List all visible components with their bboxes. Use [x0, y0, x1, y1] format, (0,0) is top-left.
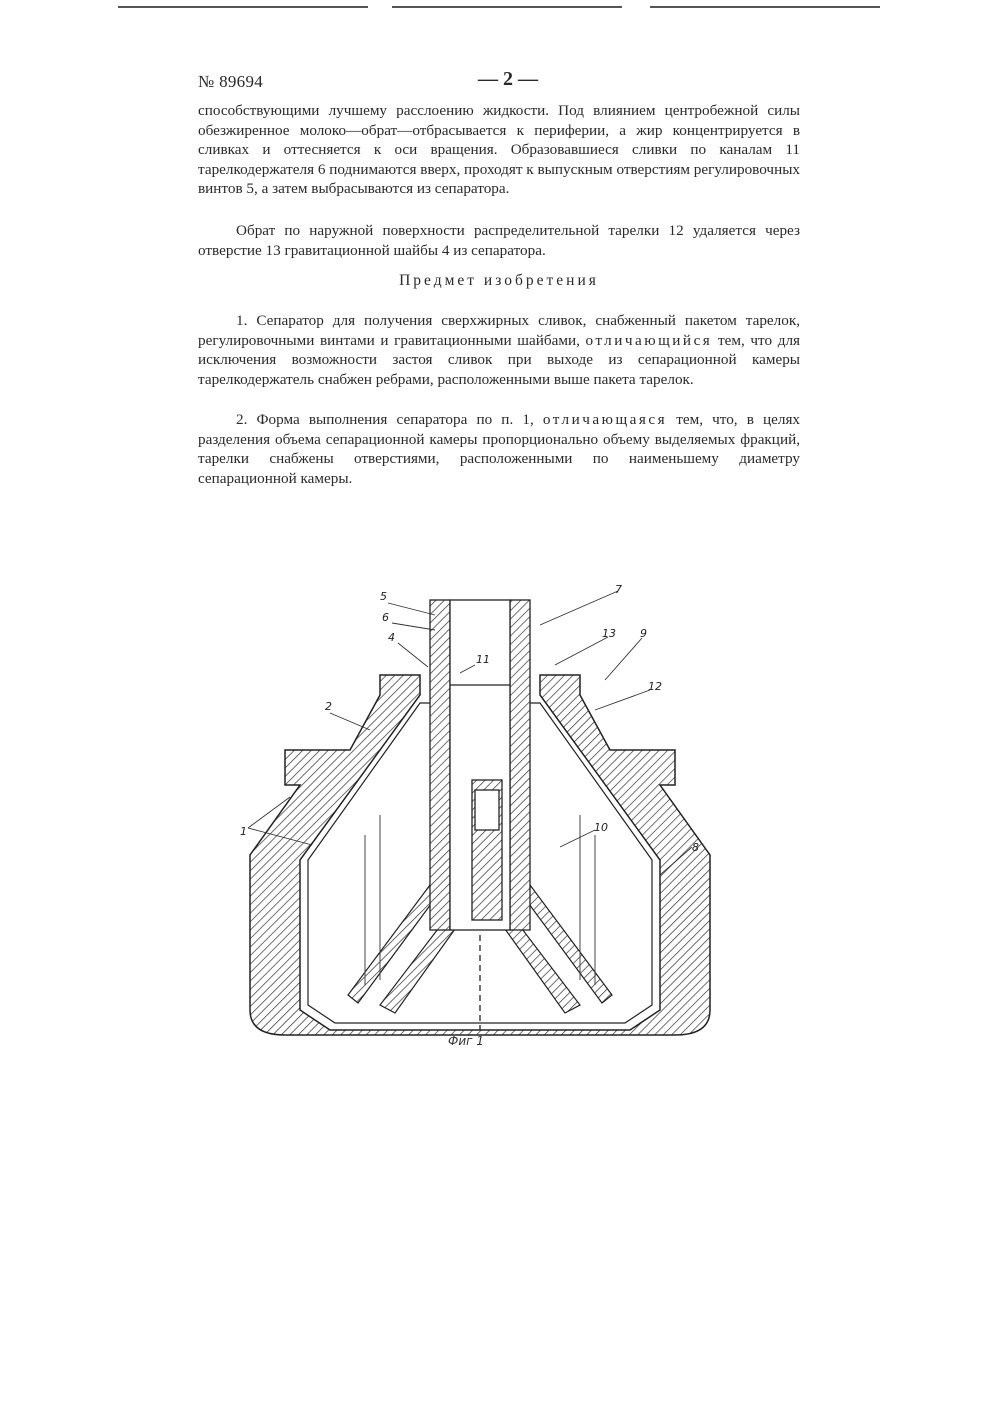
claim-1-keyword: отличающийся: [585, 331, 713, 349]
label-4: 4: [388, 631, 395, 644]
top-rule-mid: [392, 6, 622, 8]
label-5: 5: [380, 590, 387, 603]
paragraph-continuation: способствующими лучшему расслоению жидкости. Под влиянием центробежной силы обезжиренное молоко—обрат—отбрасывается к периферии, а жир концентрируется в сливках и оттесняется к оси вращения. Образовавшиеся сливки по каналам 11 тарелкодержателя 6 поднимаются вверх, проходят к выпускным отверстиям регулировочных винтов 5, а затем выбрасываются из сепаратора.: [198, 102, 801, 198]
claim-2-end: тем, что, в целях разделения объема сепарационной камеры пропорционально объему выделяемых фракций, тарелки снабжены отверстиями, расположенными по наименьшему диаметру сепарационной камеры.: [198, 411, 801, 487]
page-number: — 2 —: [478, 68, 538, 90]
label-11: 11: [476, 653, 490, 666]
label-12: 12: [648, 680, 662, 693]
label-1: 1: [240, 825, 247, 838]
claim-2: [198, 410, 800, 488]
figure-caption: Фиг 1: [448, 1034, 484, 1048]
paragraph-obrat: Обрат по наружной поверхности распределительной тарелки 12 удаляется через отверстие 13 гравитационной шайбы 4 из сепаратора.: [198, 222, 800, 259]
label-8: 8: [692, 841, 699, 854]
claim-1-start: 1. Сепаратор для получения сверхжирных сливок, снабженный пакетом тарелок, регулировочными винтами и гравитационными шайбами,: [198, 312, 800, 349]
label-2: 2: [325, 700, 332, 713]
claim-1-end: тем, что для исключения возможности застоя сливок при выходе из сепарационной камеры тарелкодержатель снабжен ребрами, расположенными выше пакета тарелок.: [198, 331, 801, 388]
claim-2-keyword: отличающаяся: [542, 411, 668, 428]
label-7: 7: [615, 585, 622, 596]
label-13: 13: [602, 627, 616, 640]
top-rule-right: [650, 6, 880, 8]
label-6: 6: [382, 611, 389, 624]
label-10: 10: [594, 821, 608, 834]
label-9: 9: [640, 627, 647, 640]
section-heading: Предмет изобретения: [399, 272, 599, 289]
patent-number: № 89694: [198, 72, 264, 91]
claim-2-start: 2. Форма выполнения сепаратора по п. 1,: [236, 411, 534, 428]
separator-drawing: [230, 585, 730, 1050]
claim-1: [198, 311, 800, 389]
top-rule-left: [118, 6, 368, 8]
